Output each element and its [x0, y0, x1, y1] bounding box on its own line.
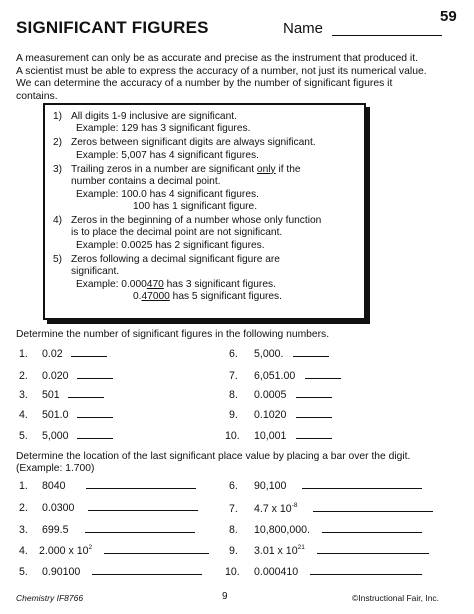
question-item	[229, 389, 332, 401]
answer-blank[interactable]	[77, 378, 113, 379]
question-item	[229, 370, 341, 382]
instruction-line: Determine the location of the last significant place value by placing a bar over the digit.	[16, 451, 411, 462]
question-item	[229, 524, 422, 536]
name-label: Name	[283, 20, 324, 37]
question-exponent: 21	[297, 544, 305, 551]
question-value: 6,051.00	[254, 370, 296, 382]
answer-blank[interactable]	[71, 356, 107, 357]
answer-blank[interactable]	[296, 438, 332, 439]
question-item	[19, 389, 104, 401]
instruction-line: (Example: 1.700)	[16, 463, 95, 475]
question-item	[19, 348, 107, 360]
rule-number: 3)	[53, 163, 63, 175]
rule-example-part: has 3 significant figures.	[163, 278, 276, 290]
question-value: 5,000.	[254, 348, 284, 360]
rule-example-part: has 5 significant figures.	[169, 291, 282, 303]
rule-example-part: Example: 0.000	[76, 278, 147, 290]
rule-example-underlined: 470	[146, 278, 164, 290]
rule-example: Example: 100.0 has 4 significant figures.	[76, 188, 259, 200]
question-number: 2.	[19, 502, 28, 514]
answer-blank[interactable]	[104, 553, 209, 554]
question-value: 0.0300	[42, 502, 75, 514]
answer-blank[interactable]	[68, 397, 104, 398]
question-item	[19, 370, 113, 382]
rule-example: Example: 5,007 has 4 significant figures.	[76, 149, 259, 161]
question-number: 6.	[229, 480, 238, 492]
question-value: 8040	[42, 480, 66, 492]
question-item	[229, 544, 429, 557]
question-value: 90,100	[254, 480, 287, 492]
question-number: 2.	[19, 370, 28, 382]
question-item	[229, 502, 433, 515]
question-item	[229, 348, 329, 360]
answer-blank[interactable]	[302, 488, 422, 489]
page-number: 59	[440, 8, 457, 25]
question-exponent: -8	[291, 502, 298, 509]
page-title: SIGNIFICANT FIGURES	[16, 18, 209, 37]
question-value: 10,800,000.	[254, 524, 310, 536]
question-exponent: 2	[88, 544, 93, 551]
question-number: 3.	[19, 389, 28, 401]
section1-instruction: Determine the number of significant figures in the following numbers.	[16, 329, 330, 340]
question-number: 9.	[229, 544, 238, 557]
rule-text: Zeros between significant digits are always significant.	[71, 137, 316, 149]
rule-number: 4)	[53, 215, 63, 227]
rule-item	[53, 215, 358, 252]
question-value: 0.020	[42, 370, 69, 382]
question-number: 8.	[229, 524, 238, 536]
question-value: 0.02	[42, 348, 63, 360]
question-value: 501	[42, 389, 60, 401]
question-number: 4.	[19, 544, 28, 557]
answer-blank[interactable]	[322, 532, 422, 533]
question-item	[19, 502, 198, 514]
question-value: 0.0005	[254, 389, 287, 401]
rules-list	[53, 111, 358, 305]
question-number: 7.	[229, 502, 238, 515]
question-number: 6.	[229, 348, 238, 360]
rule-item	[53, 137, 358, 162]
question-number: 5.	[19, 566, 28, 578]
question-item	[229, 480, 422, 492]
rule-number: 1)	[53, 111, 63, 122]
rule-text: Zeros in the beginning of a number whose only function	[71, 215, 322, 227]
intro-paragraph	[16, 53, 456, 103]
answer-blank[interactable]	[317, 553, 429, 554]
rule-item	[53, 254, 358, 304]
question-value: 0.90100	[42, 566, 81, 578]
rule-text: significant.	[71, 266, 120, 278]
answer-blank[interactable]	[88, 510, 198, 511]
rule-example-part: 0.	[133, 291, 142, 303]
rule-text: is to place the decimal point are not significant.	[71, 227, 283, 239]
intro-line: We can determine the accuracy of a number by the number of significant figures it	[16, 78, 393, 90]
rule-text-part: Trailing zeros in a number are significant	[71, 163, 257, 175]
question-number: 7.	[229, 370, 238, 382]
question-item	[19, 566, 202, 578]
question-number: 1.	[19, 480, 28, 492]
rule-item	[53, 164, 358, 214]
rule-example	[71, 279, 358, 291]
rule-text	[71, 164, 358, 176]
answer-blank[interactable]	[305, 378, 341, 379]
answer-blank[interactable]	[296, 397, 332, 398]
rule-number: 5)	[53, 253, 63, 265]
answer-blank[interactable]	[92, 574, 202, 575]
question-item	[225, 566, 422, 578]
answer-blank[interactable]	[77, 438, 113, 439]
question-number: 9.	[229, 409, 238, 421]
question-item	[19, 430, 113, 442]
question-number: 1.	[19, 348, 28, 360]
rule-text-part: if the	[275, 163, 301, 175]
answer-blank[interactable]	[296, 417, 332, 418]
footer-left: Chemistry IF8766	[16, 593, 84, 603]
question-number: 3.	[19, 524, 28, 536]
footer-right: ©Instructional Fair, Inc.	[352, 593, 440, 603]
question-value: 699.5	[42, 524, 69, 536]
intro-line: contains.	[16, 90, 58, 102]
rule-example: Example: 0.0025 has 2 significant figures.	[76, 239, 265, 251]
question-value: 5,000	[42, 430, 69, 442]
rule-example: Example: 129 has 3 significant figures.	[76, 123, 251, 135]
question-item	[19, 409, 113, 421]
question-number: 10.	[225, 566, 240, 578]
question-item	[19, 524, 195, 536]
question-item	[19, 544, 209, 557]
question-number: 4.	[19, 409, 28, 421]
rule-text: All digits 1-9 inclusive are significant.	[71, 111, 237, 122]
rule-example	[71, 291, 358, 303]
answer-blank[interactable]	[293, 356, 329, 357]
rule-example-underlined: 47000	[141, 291, 170, 303]
section2-instruction	[16, 451, 456, 476]
rule-text: number contains a decimal point.	[71, 176, 221, 188]
question-value: 0.000410	[254, 566, 299, 578]
question-item	[225, 430, 332, 442]
question-value: 3.01 x 10	[254, 544, 298, 557]
rules-box	[43, 103, 366, 320]
name-field-line	[332, 35, 442, 36]
question-value: 2.000 x 10	[39, 544, 89, 557]
question-value: 501.0	[42, 409, 69, 421]
rule-example: 100 has 1 significant figure.	[133, 201, 258, 213]
question-number: 8.	[229, 389, 238, 401]
answer-blank[interactable]	[77, 417, 113, 418]
question-item	[229, 409, 332, 421]
question-value: 10,001	[254, 430, 287, 442]
question-value: 4.7 x 10	[254, 502, 292, 515]
question-item	[19, 480, 196, 492]
question-number: 5.	[19, 430, 28, 442]
question-number: 10.	[225, 430, 240, 442]
answer-blank[interactable]	[310, 574, 422, 575]
rule-number: 2)	[53, 137, 63, 149]
answer-blank[interactable]	[86, 488, 196, 489]
intro-line: A scientist must be able to express the accuracy of a number, not just its numerical value.	[16, 65, 427, 77]
rule-text-underlined: only	[256, 163, 276, 175]
question-value: 0.1020	[254, 409, 287, 421]
answer-blank[interactable]	[85, 532, 195, 533]
intro-line: A measurement can only be as accurate and precise as the instrument that produced it.	[16, 53, 418, 64]
rule-text: Zeros following a decimal significant figure are	[71, 253, 280, 265]
footer-page-number: 9	[222, 591, 228, 602]
answer-blank[interactable]	[313, 511, 433, 512]
rule-item	[53, 111, 358, 136]
